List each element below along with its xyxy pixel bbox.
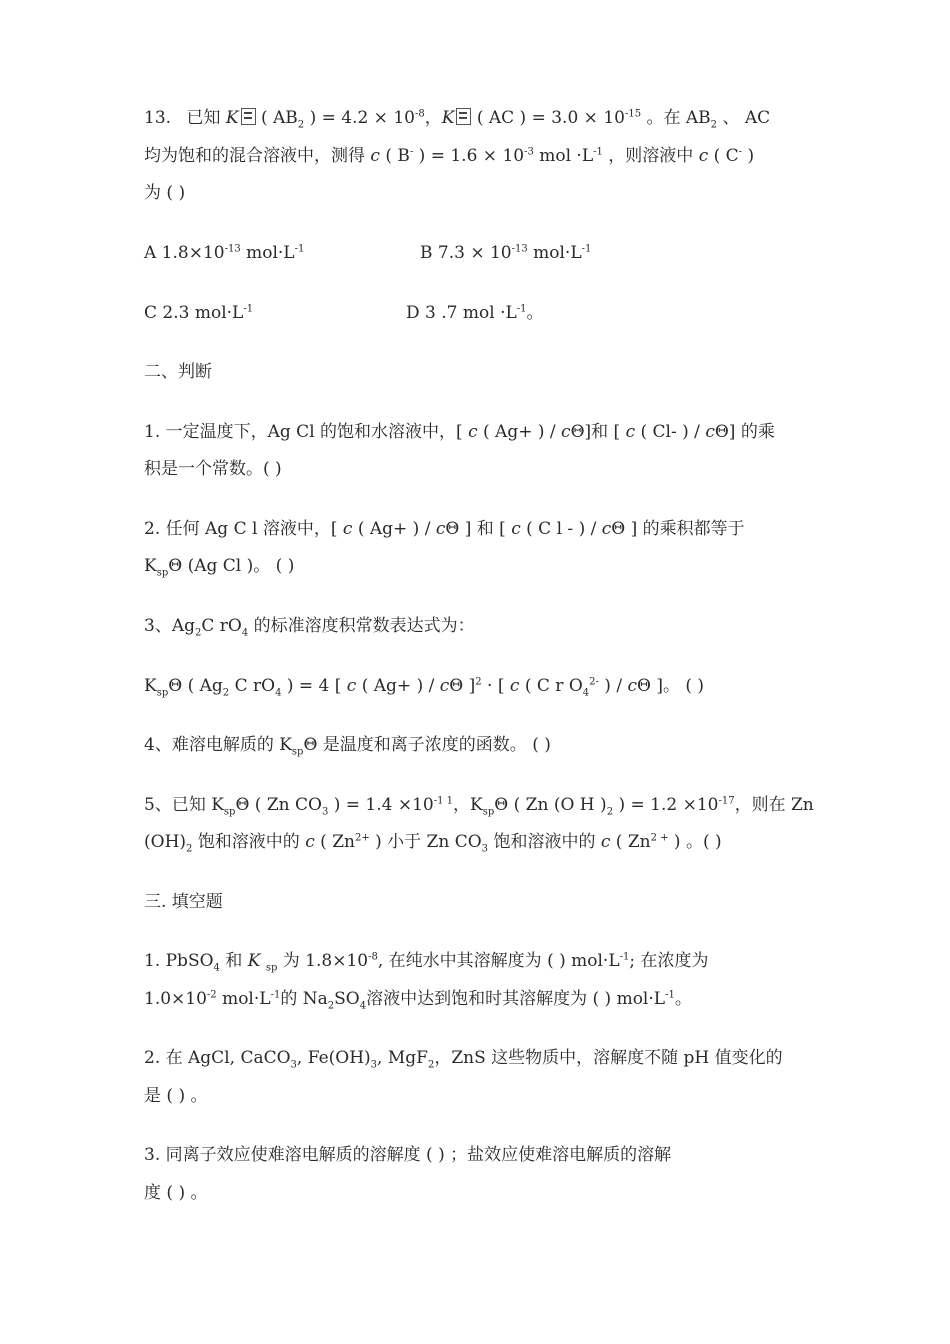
k-symbol: K bbox=[247, 951, 261, 971]
text: Θ ] bbox=[449, 676, 476, 696]
c-symbol: c bbox=[625, 422, 636, 442]
text: 均为饱和的混合溶液中，测得 bbox=[144, 146, 365, 166]
subscript: 3 bbox=[481, 843, 489, 855]
text: Θ 是温度和离子浓度的函数。 ( ) bbox=[303, 735, 551, 755]
text: 。 bbox=[526, 303, 544, 323]
superscript: 2+ bbox=[354, 832, 370, 844]
text: ( Zn bbox=[320, 832, 355, 852]
text: 。 bbox=[674, 989, 692, 1009]
c-symbol: c bbox=[511, 519, 521, 539]
text: C rO bbox=[234, 676, 276, 696]
option-c bbox=[144, 303, 253, 323]
unit: mol·L bbox=[533, 243, 582, 263]
text: ( AB bbox=[260, 108, 298, 128]
exponent: -13 bbox=[224, 243, 241, 255]
text: ( Cl- ) / bbox=[640, 422, 700, 442]
exponent: -1 bbox=[294, 243, 305, 255]
text: 的标准溶度积常数表达式为： bbox=[253, 616, 475, 636]
exponent: -8 bbox=[368, 951, 378, 963]
k-symbol: K bbox=[225, 108, 239, 128]
exponent: -3 bbox=[524, 146, 534, 158]
text: ，ZnS 这些物质中，溶解度不随 pH 值变化的 bbox=[434, 1048, 783, 1068]
subscript: 2 bbox=[222, 687, 230, 699]
text: 的 Na bbox=[280, 989, 328, 1009]
text: 4、难溶电解质的 K bbox=[144, 735, 292, 755]
exponent: -1 bbox=[581, 243, 592, 255]
section2-heading: 二、判断 bbox=[144, 362, 212, 382]
text: , MgF bbox=[377, 1048, 428, 1068]
c-symbol: c bbox=[698, 146, 709, 166]
text: Θ ( Ag bbox=[168, 676, 223, 696]
c-symbol: c bbox=[627, 676, 637, 696]
c-symbol: c bbox=[305, 832, 315, 852]
subscript: sp bbox=[223, 806, 236, 818]
text: (OH) bbox=[144, 832, 187, 852]
subscript: 2 bbox=[710, 119, 718, 131]
option-d bbox=[406, 302, 544, 324]
subscript: 3 bbox=[370, 1059, 378, 1071]
option-b-value: B 7.3 × 10 bbox=[420, 243, 512, 263]
subscript: 2 bbox=[427, 1059, 435, 1071]
subscript: 2 bbox=[327, 1000, 335, 1012]
text: Θ] 的乘 bbox=[714, 422, 775, 442]
exponent: -1 bbox=[243, 303, 254, 315]
k-symbol: K bbox=[144, 676, 157, 696]
text: ( C r O bbox=[524, 676, 583, 696]
exponent: 2 bbox=[475, 676, 482, 688]
q13-line2 bbox=[144, 145, 754, 167]
q13-options-ab bbox=[144, 242, 806, 264]
text: , Fe(OH) bbox=[296, 1048, 371, 1068]
judge5-line1 bbox=[144, 794, 814, 816]
text: ) = 1.2 ×10 bbox=[618, 795, 719, 815]
text: ( C l - ) / bbox=[526, 519, 597, 539]
judge4-line bbox=[144, 734, 551, 756]
fill3-line2: 度 ( ) 。 bbox=[144, 1183, 208, 1203]
text: Θ ( Zn CO bbox=[235, 795, 322, 815]
subscript: 2 bbox=[186, 843, 193, 855]
subscript: 3 bbox=[321, 806, 329, 818]
unit: mol ·L bbox=[539, 146, 594, 166]
text: 。在 AB bbox=[646, 108, 711, 128]
subscript: sp bbox=[156, 567, 169, 579]
value: ( AC ) = 3.0 × 10 bbox=[476, 108, 625, 128]
text: ( Zn bbox=[615, 832, 651, 852]
c-symbol: c bbox=[601, 519, 612, 539]
exponent: -1 bbox=[619, 951, 630, 963]
judge2-line2 bbox=[144, 555, 294, 577]
exponent: -8 bbox=[414, 108, 425, 120]
text: Θ ( Zn (O H ) bbox=[494, 795, 607, 815]
judge5-line2 bbox=[144, 831, 722, 853]
c-symbol: c bbox=[561, 422, 571, 442]
text: mol·L bbox=[222, 989, 271, 1009]
text: ) bbox=[747, 146, 755, 166]
exponent: -1 1 bbox=[433, 795, 454, 807]
ksp-glyph-icon bbox=[456, 108, 471, 125]
judge3-formula bbox=[144, 675, 704, 697]
judge3-line1 bbox=[144, 615, 475, 637]
subscript: sp bbox=[265, 962, 278, 974]
option-a-value: A 1.8×10 bbox=[144, 243, 225, 263]
option-c-value: C 2.3 mol·L bbox=[144, 303, 244, 323]
judge2-line1 bbox=[144, 518, 745, 540]
exponent: -1 bbox=[270, 989, 281, 1001]
exponent: -17 bbox=[718, 795, 735, 807]
subscript: 4 bbox=[241, 627, 249, 639]
text: Θ ]。 ( ) bbox=[637, 676, 705, 696]
subscript: 2 bbox=[194, 627, 202, 639]
exponent: -1 bbox=[665, 989, 675, 1001]
text: ( C bbox=[713, 146, 739, 166]
text: ) 小于 Zn CO bbox=[375, 832, 482, 852]
subscript: sp bbox=[291, 746, 304, 758]
fill3-line1: 3. 同离子效应使难溶电解质的溶解度 ( ) ；盐效应使难溶电解质的溶解 bbox=[144, 1145, 672, 1165]
judge1-line2: 积是一个常数。( ) bbox=[144, 459, 282, 479]
subscript: 2 bbox=[297, 119, 305, 131]
c-symbol: c bbox=[346, 676, 357, 696]
text: ) / bbox=[604, 676, 623, 696]
k-symbol: K bbox=[144, 556, 157, 576]
text: ，则在 Zn bbox=[734, 795, 814, 815]
fill1-line2 bbox=[144, 988, 692, 1010]
text: ( Ag+ ) / bbox=[357, 519, 431, 539]
exponent: -1 bbox=[593, 146, 603, 158]
text: Θ ] 的乘积都等于 bbox=[611, 519, 745, 539]
subscript: sp bbox=[482, 806, 495, 818]
q13-options-cd bbox=[144, 302, 806, 324]
text: 3、Ag bbox=[144, 616, 195, 636]
text: C rO bbox=[201, 616, 242, 636]
subscript: sp bbox=[156, 687, 169, 699]
c-symbol: c bbox=[370, 146, 380, 166]
fill2-line1 bbox=[144, 1047, 783, 1069]
subscript: 4 bbox=[275, 687, 282, 699]
question-number: 13. bbox=[144, 108, 172, 128]
value: ) = 4.2 × 10 bbox=[309, 108, 415, 128]
text: 为 1.8×10 bbox=[282, 951, 369, 971]
text: 已知 bbox=[186, 108, 221, 128]
option-a bbox=[144, 243, 304, 263]
text: ; 在浓度为 bbox=[629, 951, 709, 971]
fill2-line2: 是 ( ) 。 bbox=[144, 1086, 208, 1106]
section3-heading: 三. 填空题 bbox=[144, 892, 223, 912]
subscript: 3 bbox=[290, 1059, 297, 1071]
judge1-line1 bbox=[144, 421, 775, 443]
exponent: -2 bbox=[206, 989, 217, 1001]
text: 1.0×10 bbox=[144, 989, 207, 1009]
text: ，K bbox=[453, 795, 483, 815]
text: ( Ag+ ) / bbox=[483, 422, 556, 442]
subscript: 4 bbox=[359, 1000, 367, 1012]
text: ) 。( ) bbox=[673, 832, 722, 852]
text: ( Ag+ ) / bbox=[361, 676, 435, 696]
text: 、 AC bbox=[722, 108, 771, 128]
c-symbol: c bbox=[342, 519, 353, 539]
text: 2. 任何 Ag C l 溶液中，[ bbox=[144, 519, 338, 539]
fill1-line1 bbox=[144, 950, 709, 972]
c-symbol: c bbox=[468, 422, 478, 442]
q13-line1: 13. 已知 K ( $AB_2$ ) = $4.2 \times 10^{-8}$，K ( AC ) = $3.0 \times 10^{-15}$ 。在 $AB_2$ 、 AC bbox=[144, 108, 771, 131]
text: 5、已知 K bbox=[144, 795, 224, 815]
text: 溶液中达到饱和时其溶解度为 ( ) mol·L bbox=[366, 989, 666, 1009]
exponent: -13 bbox=[511, 243, 528, 255]
unit: mol·L bbox=[246, 243, 295, 263]
ksp-glyph-icon bbox=[241, 108, 256, 125]
subscript: 4 bbox=[213, 962, 220, 974]
text: 1. 一定温度下，Ag Cl 的饱和水溶液中，[ bbox=[144, 422, 463, 442]
text: , 在纯水中其溶解度为 ( ) mol·L bbox=[377, 951, 620, 971]
text: 1. PbSO bbox=[144, 951, 214, 971]
text: 饱和溶液中的 bbox=[493, 832, 596, 852]
text: Θ]和 [ bbox=[570, 422, 621, 442]
exponent: -15 bbox=[624, 108, 642, 120]
text: ( B bbox=[385, 146, 410, 166]
k-symbol: K bbox=[441, 108, 455, 128]
option-d-value: D 3 .7 mol ·L bbox=[406, 303, 517, 323]
text: Θ ] 和 [ bbox=[445, 519, 506, 539]
superscript: - bbox=[738, 146, 743, 158]
c-symbol: c bbox=[439, 676, 450, 696]
text: ) = 4 [ bbox=[286, 676, 342, 696]
text: ，则溶液中 bbox=[608, 146, 694, 166]
text: 2. 在 AgCl, CaCO bbox=[144, 1048, 291, 1068]
text: 饱和溶液中的 bbox=[197, 832, 300, 852]
c-symbol: c bbox=[600, 832, 611, 852]
superscript: 2- bbox=[589, 676, 599, 688]
superscript: - bbox=[409, 146, 414, 158]
subscript: 2 bbox=[606, 806, 614, 818]
exponent: -1 bbox=[516, 303, 527, 315]
text: ) = 1.4 ×10 bbox=[333, 795, 434, 815]
c-symbol: c bbox=[705, 422, 715, 442]
text: 和 bbox=[225, 951, 243, 971]
subscript: 4 bbox=[582, 687, 590, 699]
text: · [ bbox=[487, 676, 505, 696]
c-symbol: c bbox=[509, 676, 520, 696]
option-b bbox=[420, 242, 591, 264]
q13-line3: 为 ( ) bbox=[144, 183, 186, 203]
text: Θ (Ag Cl )。 ( ) bbox=[168, 556, 295, 576]
superscript: 2 + bbox=[650, 832, 669, 844]
value: ) = 1.6 × 10 bbox=[418, 146, 525, 166]
text: SO bbox=[334, 989, 360, 1009]
c-symbol: c bbox=[435, 519, 446, 539]
